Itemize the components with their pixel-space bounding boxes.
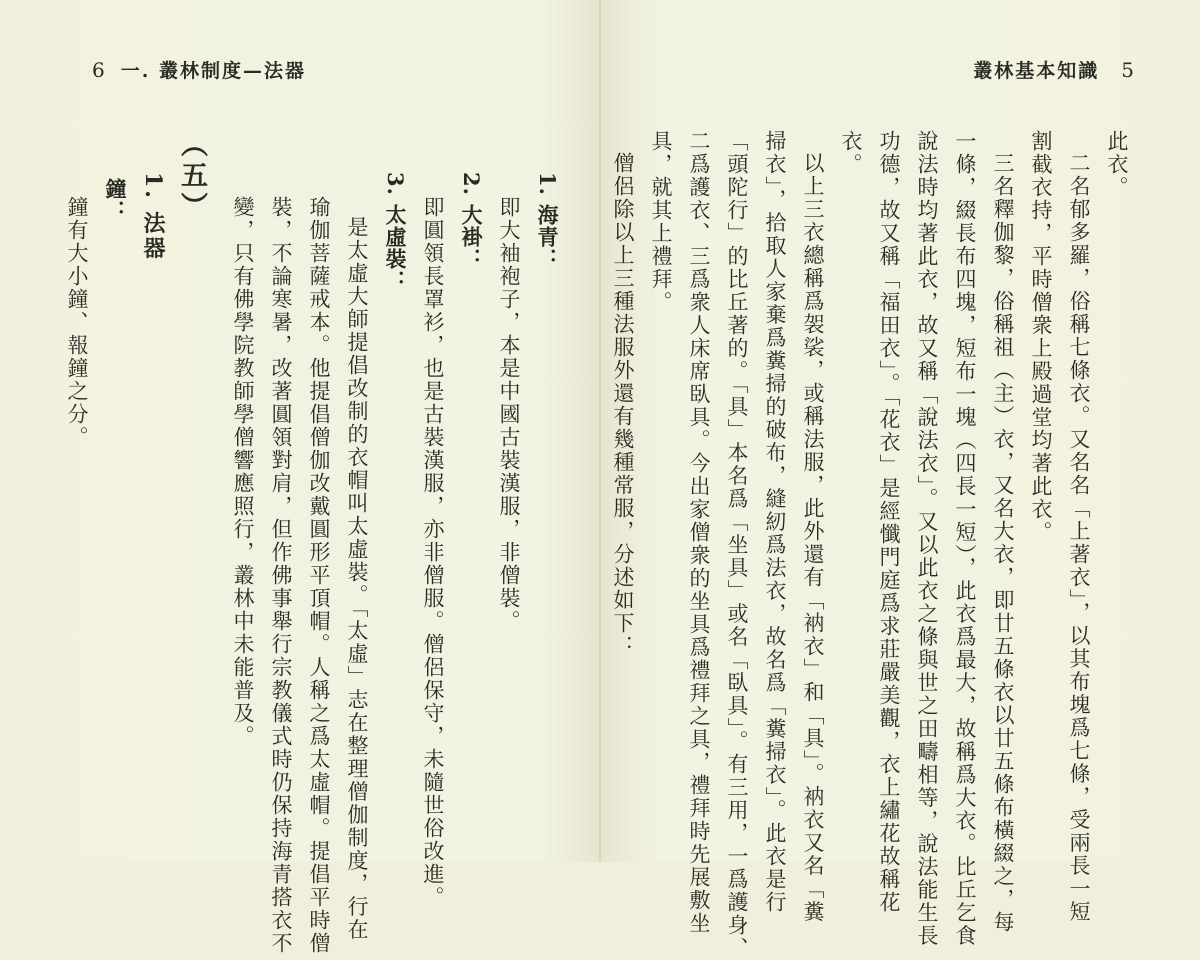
right-col-5: 一條，綴長布四塊，短布一塊（四長一短），此衣爲最大，故稱爲大衣。比丘乞食	[953, 130, 977, 948]
right-col-4: 三名釋伽黎，俗稱祖（主）衣，又名大衣，即廿五條衣以廿五條布橫綴之，每	[991, 152, 1015, 934]
item-3-text-line-3: 裝，不論寒暑，改著圓領對肩，但作佛事舉行宗教儀式時仍保持海青搭衣不	[269, 196, 293, 955]
right-col-10: 掃衣」，拾取人家棄爲糞掃的破布，縫紉爲法衣，故名爲「糞掃衣」。此衣是行	[763, 130, 787, 914]
right-col-14: 僧侶除以上三種法服外還有幾種常服，分述如下：	[611, 152, 635, 658]
right-col-6: 說法時均著此衣，故又稱「說法衣」。又以此衣之條與世之田疇相等，說法能生長	[915, 130, 939, 948]
right-col-3: 割截衣持，平時僧衆上殿過堂均著此衣。	[1029, 130, 1053, 544]
right-page-number: 5	[1121, 58, 1134, 82]
item-3-text-line-4: 變，只有佛學院教師學僧響應照行，叢林中未能普及。	[231, 196, 255, 748]
fa-qi-heading: 1. 法器	[140, 172, 166, 262]
left-page-header	[92, 56, 306, 83]
right-col-13: 具，就其上禮拜。	[649, 130, 673, 314]
right-page-header-title: 叢林基本知識	[973, 60, 1100, 82]
right-page-header	[973, 56, 1134, 83]
item-2-heading: 2. 大褂：	[459, 172, 484, 271]
left-page-header-title: 一. 叢林制度—法器	[120, 60, 306, 82]
item-1-text: 即大袖袍子，本是中國古裝漢服，非僧裝。	[497, 196, 521, 633]
right-col-1: 此衣。	[1105, 130, 1129, 199]
right-col-9: 以上三衣總稱爲袈裟，或稱法服，此外還有「衲衣」和「具」。衲衣又名「糞	[801, 152, 825, 924]
item-3-text-line-2: 瑜伽菩薩戒本。他提倡僧伽改戴圓形平頂帽。人稱之爲太虛帽。提倡平時僧	[307, 196, 331, 955]
right-col-12: 二爲護衣、三爲衆人床席臥具。今出家僧衆的坐具爲禮拜之具，禮拜時先展敷坐	[687, 130, 711, 935]
section-title: （五）	[176, 130, 207, 223]
right-col-8: 衣。	[839, 130, 863, 176]
right-col-11: 「頭陀行」的比丘著的。「具」本名爲「坐具」或名「臥具」。有三用，一爲護身、	[725, 130, 749, 960]
right-col-2: 二名郁多羅，俗稱七條衣。又名名「上著衣」，以其布塊爲七條，受兩長一短	[1067, 152, 1091, 924]
left-page-number: 6	[92, 58, 105, 82]
item-2-text: 即圓領長罩衫，也是古裝漢服，亦非僧服。僧侶保守，未隨世俗改進。	[421, 196, 445, 909]
item-1-heading: 1. 海青：	[535, 172, 560, 271]
item-3-heading: 3. 太虛裝：	[383, 172, 408, 293]
left-page	[0, 0, 600, 955]
item-3-text-line-1: 是太虛大師提倡改制的衣帽叫太虛裝。「太虛」志在整理僧伽制度，行在	[345, 216, 369, 942]
bell-heading: 鐘：	[103, 178, 128, 222]
bell-text: 鐘有大小鐘、報鐘之分。	[65, 196, 89, 449]
right-page	[600, 0, 1200, 960]
right-col-7: 功德，故又稱「福田衣」。「花衣」是經懺門庭爲求莊嚴美觀，衣上繡花故稱花	[877, 130, 901, 914]
